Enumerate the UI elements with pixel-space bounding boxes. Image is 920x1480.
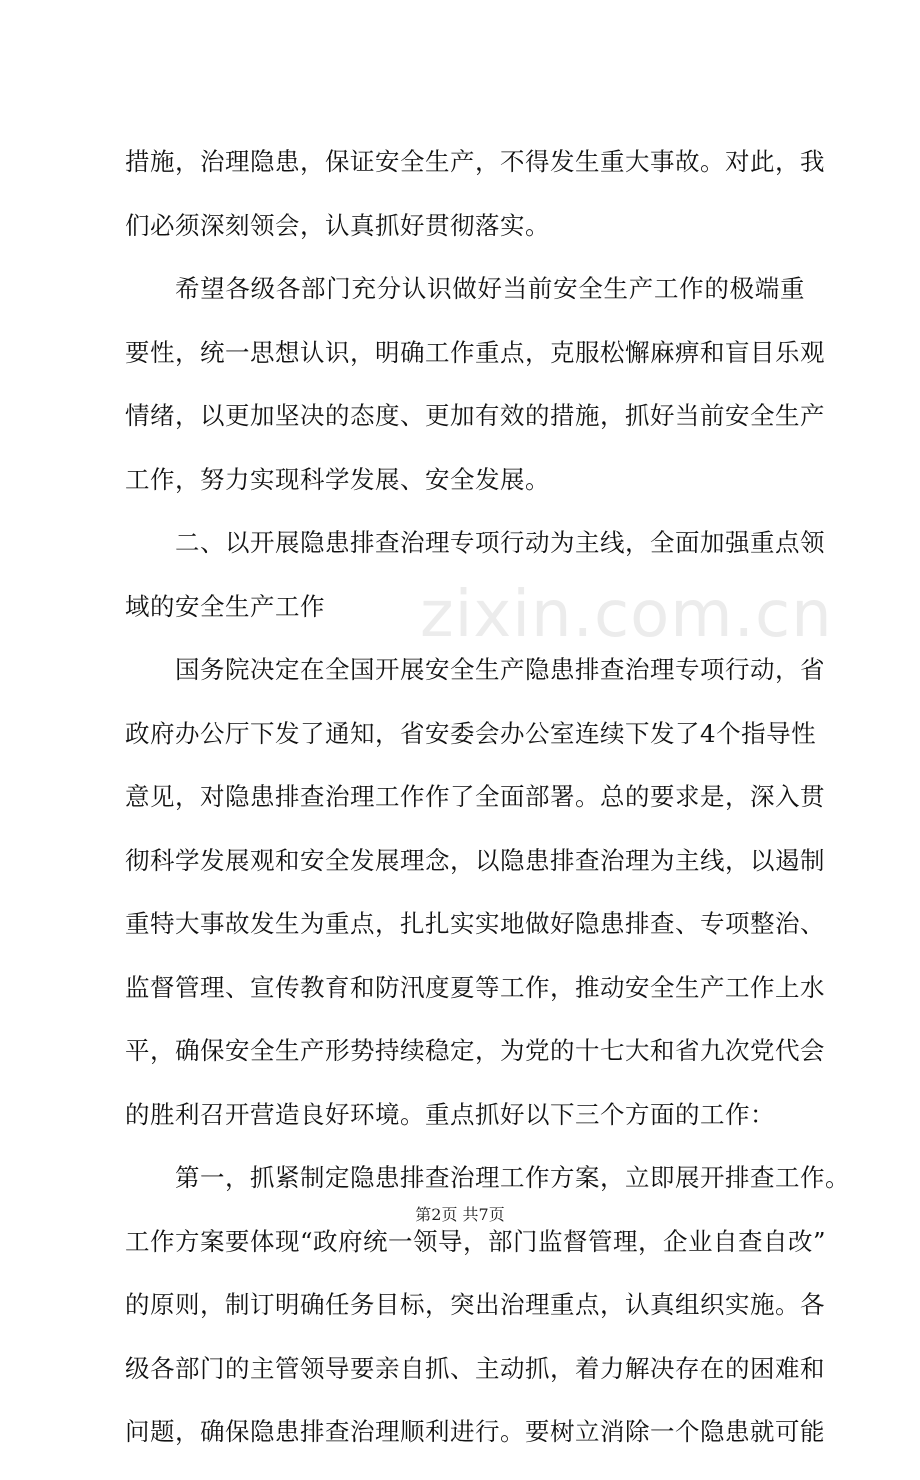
text-line: 监督管理、宣传教育和防汛度夏等工作，推动安全生产工作上水: [125, 972, 825, 1002]
document-body: [125, 146, 850, 1480]
page-footer: 第2页 共7页: [415, 1205, 505, 1224]
text-line: 域的安全生产工作: [125, 591, 325, 621]
text-line: 的原则，制订明确任务目标，突出治理重点，认真组织实施。各: [125, 1290, 825, 1319]
text-line: 们必须深刻领会，认真抓好贯彻落实。: [125, 210, 550, 240]
text-line: 情绪，以更加坚决的态度、更加有效的措施，抓好当前安全生产: [125, 401, 825, 430]
text-line: 重特大事故发生为重点，扎扎实实地做好隐患排查、专项整治、: [125, 909, 825, 938]
text-line: 问题，确保隐患排查治理顺利进行。要树立消除一个隐患就可能: [125, 1417, 825, 1446]
text-line: 工作方案要体现“政府统一领导，部门监督管理，企业自查自改”: [125, 1226, 827, 1256]
text-line: 措施，治理隐患，保证安全生产，不得发生重大事故。对此，我: [125, 147, 825, 176]
text-line: 政府办公厅下发了通知，省安委会办公室连续下发了4个指导性: [125, 718, 817, 748]
text-line: 第一，抓紧制定隐患排查治理工作方案，立即展开排查工作。: [175, 1163, 850, 1192]
text-line: 二、以开展隐患排查治理专项行动为主线，全面加强重点领: [175, 528, 825, 557]
text-line: 级各部门的主管领导要亲自抓、主动抓，着力解决存在的困难和: [125, 1353, 825, 1383]
text-line: 国务院决定在全国开展安全生产隐患排查治理专项行动，省: [175, 655, 825, 684]
text-line: 要性，统一思想认识，明确工作重点，克服松懈麻痹和盲目乐观: [125, 337, 825, 367]
text-line: 的胜利召开营造良好环境。重点抓好以下三个方面的工作：: [125, 1099, 775, 1129]
text-line: 平，确保安全生产形势持续稳定，为党的十七大和省九次党代会: [125, 1036, 825, 1065]
watermark: zixin.com.cn: [420, 578, 833, 652]
text-line: 工作，努力实现科学发展、安全发展。: [125, 464, 550, 494]
text-line: 意见，对隐患排查治理工作作了全面部署。总的要求是，深入贯: [125, 782, 825, 811]
text-line: 希望各级各部门充分认识做好当前安全生产工作的极端重: [175, 274, 805, 303]
text-line: 彻科学发展观和安全发展理念，以隐患排查治理为主线，以遏制: [125, 845, 825, 875]
